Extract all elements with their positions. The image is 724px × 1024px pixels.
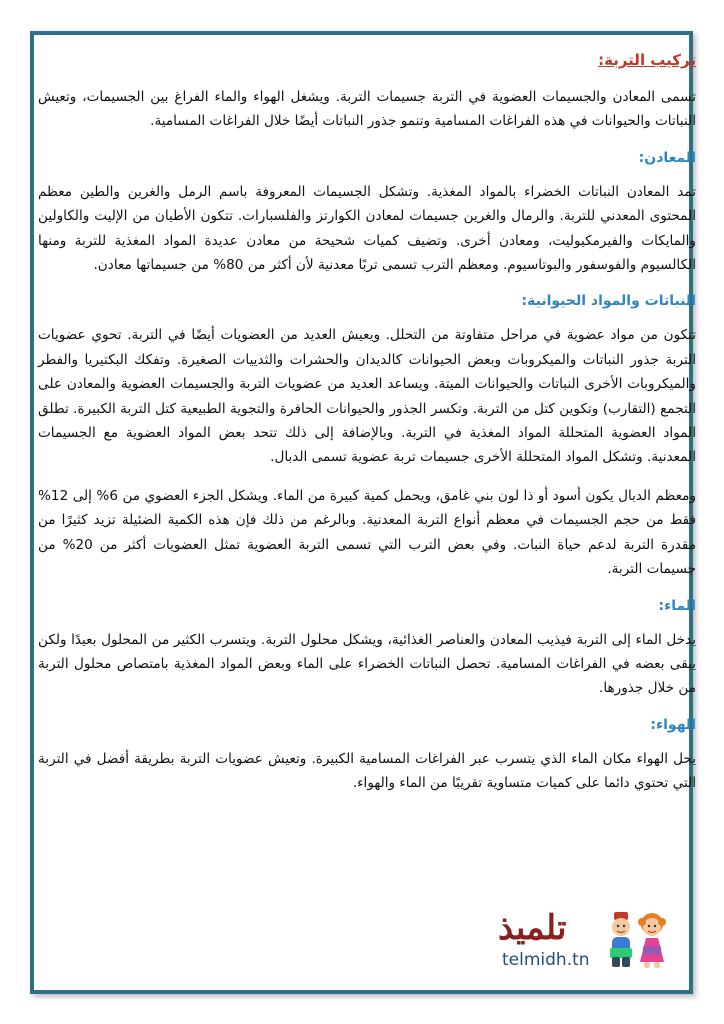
intro-paragraph: تسمى المعادن والجسيمات العضوية في التربة جسيمات التربة. ويشغل الهواء والماء الفراغ بين الجسيمات، وتعيش النباتات والحيوانات في هذه الفراغات المسامية وتنمو جذور النباتات أيضًا خلال الفراغات المسامية.	[38, 89, 696, 130]
section-heading-water: الماء:	[658, 597, 696, 614]
logo-url: telmidh.tn	[502, 950, 590, 970]
logo-wordmark: تلميذ	[498, 908, 567, 948]
section-paragraph: يحل الهواء مكان الماء الذي يتسرب عبر الفراغات المسامية الكبيرة. وتعيش عضويات التربة بطريقة أفضل في التربة التي تحتوي دائما على كميات متساوية تقريبًا من الماء والهواء.	[38, 750, 696, 792]
section-paragraph: يدخل الماء إلى التربة فيذيب المعادن والعناصر الغذائية، ويشكل محلول التربة. ويتسرب الكثير من المحلول بعيدًا ولكن يبقى بعضه في الفراغات المسامية. تحصل النباتات الخضراء على الماء وبعض المواد المغذية بامتصاص محلول التربة من خلال جذورها.	[38, 631, 696, 697]
section-paragraph: تتكون من مواد عضوية في مراحل متفاوتة من التحلل. ويعيش العديد من العضويات أيضًا في التربة. تحوي عضويات التربة جذور النباتات والميكروبات وبعض الحيوانات كالديدان والحشرات والثدييات الصغيرة. وتفكك البكتيريا والفطر والميكروبات الأخرى النباتات والحيوانات الميتة. ويساعد العديد من عضويات التربة والجسيمات العضوية والمعادن على التجمع (التقارب) وتكوين كتل من التربة. وتكسر الجذور والحيوانات الحافرة والتجوية الطبيعية كتل التربة الكبيرة. تطلق المواد العضوية المتحللة المواد المغذية في التربة. وبالإضافة إلى ذلك تتحد بعض المواد العضوية مع الجسيمات المعدنية. وتشكل المواد المتحللة الأخرى جسيمات تربة عضوية تسمى الدبال.	[38, 327, 696, 466]
document-title: تركيب التربة:	[598, 51, 696, 69]
document-body	[38, 49, 696, 810]
section-heading-air: الهواء:	[650, 716, 696, 733]
section-paragraph: تمد المعادن النباتات الخضراء بالمواد المغذية. وتشكل الجسيمات المعروفة باسم الرمل والغرين والطين معظم المحتوى المعدني للتربة. والرمال والغرين جسيمات لمعادن الكوارتز والفلسبارات. تتكون الأطيان من الإليت والكاولين والمايكات والفيرمكيوليت، ومعادن أخرى. وتضيف كميات شحيحة من معادن عديدة المواد المغذية للتربة ومنها الكالسيوم والفوسفور والبوتاسيوم. ومعظم الترب تسمى تربًا معدنية لأن أكثر من 80% من جسيماتها معادن.	[38, 183, 696, 274]
section-heading-minerals: المعادن:	[638, 149, 696, 166]
children-reading-icon	[604, 910, 674, 972]
section-heading-organic-matter: النباتات والمواد الحيوانية:	[521, 293, 696, 310]
section-paragraph: ومعظم الدبال يكون أسود أو ذا لون بني غامق، ويحمل كمية كبيرة من الماء. ويشكل الجزء العضوي من 6% إلى 12% فقط من حجم الجسيمات في معظم أنواع التربة المعدنية. وبالرغم من ذلك فإن هذه الكمية الضئيلة تزيد كثيرًا من مقدرة التربة لدعم حياة النبات. وفي بعض الترب التي تسمى التربة العضوية تمثل العضويات أكثر من 20% من جسيمات التربة.	[38, 487, 697, 578]
telmidh-logo[interactable]	[496, 906, 676, 976]
